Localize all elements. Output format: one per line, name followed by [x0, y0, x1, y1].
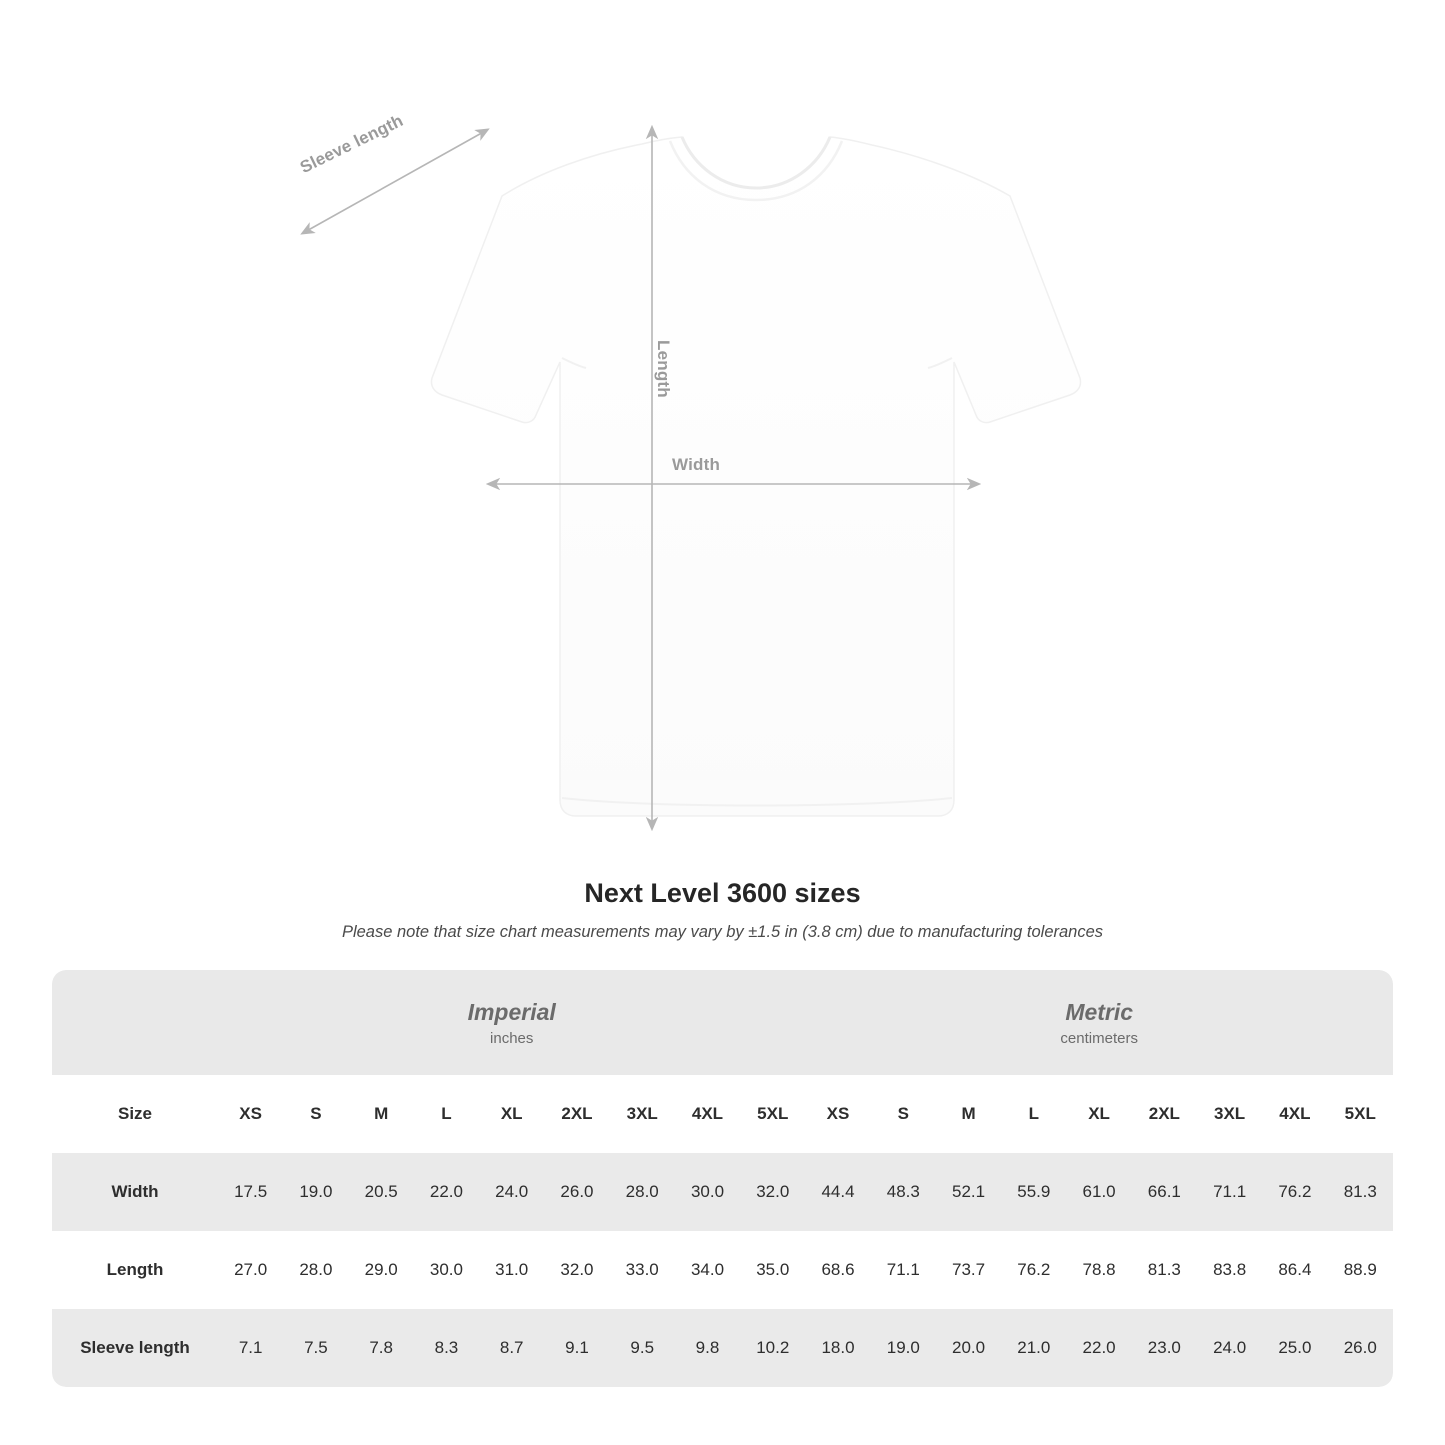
size-header-cell: 5XL [740, 1075, 805, 1153]
cell: 7.5 [283, 1309, 348, 1387]
cell: 19.0 [283, 1153, 348, 1231]
cell: 48.3 [871, 1153, 936, 1231]
table-row [52, 1231, 1393, 1309]
cell: 17.5 [218, 1153, 283, 1231]
cell: 7.8 [349, 1309, 414, 1387]
size-header-cell: XL [1066, 1075, 1131, 1153]
table-row [52, 1309, 1393, 1387]
cell: 25.0 [1262, 1309, 1327, 1387]
imperial-unit: inches [490, 1030, 534, 1048]
size-header-cell: 4XL [1262, 1075, 1327, 1153]
cell: 33.0 [610, 1231, 675, 1309]
cell: 32.0 [740, 1153, 805, 1231]
imperial-name: Imperial [467, 998, 556, 1025]
cell: 28.0 [283, 1231, 348, 1309]
size-header-cell: 2XL [1132, 1075, 1197, 1153]
cell: 22.0 [1066, 1309, 1131, 1387]
system-header-metric [805, 970, 1393, 1075]
cell: 22.0 [414, 1153, 479, 1231]
cell: 83.8 [1197, 1231, 1262, 1309]
size-header-cell: L [1001, 1075, 1066, 1153]
cell: 31.0 [479, 1231, 544, 1309]
size-header-cell: 5XL [1328, 1075, 1393, 1153]
size-header-cell: XL [479, 1075, 544, 1153]
cell: 55.9 [1001, 1153, 1066, 1231]
page-title: Next Level 3600 sizes [584, 878, 861, 908]
size-header-row [52, 1075, 1393, 1153]
cell: 28.0 [610, 1153, 675, 1231]
row-label-width: Width [52, 1153, 218, 1231]
cell: 86.4 [1262, 1231, 1327, 1309]
row-label-sleeve-length: Sleeve length [52, 1309, 218, 1387]
cell: 7.1 [218, 1309, 283, 1387]
cell: 21.0 [1001, 1309, 1066, 1387]
cell: 9.1 [544, 1309, 609, 1387]
cell: 71.1 [871, 1231, 936, 1309]
length-label: Length [654, 340, 673, 398]
cell: 88.9 [1328, 1231, 1393, 1309]
system-header-spacer [52, 970, 218, 1075]
cell: 52.1 [936, 1153, 1001, 1231]
cell: 26.0 [1328, 1309, 1393, 1387]
tolerance-note: Please note that size chart measurements may vary by ±1.5 in (3.8 cm) due to manufacturing tolerances [341, 923, 1104, 941]
cell: 61.0 [1066, 1153, 1131, 1231]
row-label-length: Length [52, 1231, 218, 1309]
system-header-row [52, 970, 1393, 1075]
cell: 24.0 [1197, 1309, 1262, 1387]
metric-name: Metric [1065, 998, 1134, 1025]
cell: 81.3 [1132, 1231, 1197, 1309]
cell: 19.0 [871, 1309, 936, 1387]
cell: 66.1 [1132, 1153, 1197, 1231]
cell: 35.0 [740, 1231, 805, 1309]
system-header-imperial [218, 970, 805, 1075]
size-header-cell: 3XL [1197, 1075, 1262, 1153]
cell: 18.0 [805, 1309, 870, 1387]
cell: 32.0 [544, 1231, 609, 1309]
metric-unit: centimeters [1060, 1030, 1138, 1048]
cell: 71.1 [1197, 1153, 1262, 1231]
cell: 76.2 [1001, 1231, 1066, 1309]
size-header-cell: L [414, 1075, 479, 1153]
size-header-cell: 4XL [675, 1075, 740, 1153]
cell: 20.0 [936, 1309, 1001, 1387]
cell: 24.0 [479, 1153, 544, 1231]
cell: 44.4 [805, 1153, 870, 1231]
size-header-cell: 3XL [610, 1075, 675, 1153]
width-label: Width [672, 455, 721, 474]
cell: 23.0 [1132, 1309, 1197, 1387]
cell: 8.7 [479, 1309, 544, 1387]
cell: 76.2 [1262, 1153, 1327, 1231]
cell: 9.5 [610, 1309, 675, 1387]
cell: 9.8 [675, 1309, 740, 1387]
size-header-cell: S [871, 1075, 936, 1153]
cell: 30.0 [414, 1231, 479, 1309]
size-table-wrap [52, 970, 1393, 1387]
size-table [52, 970, 1393, 1387]
size-header-cell: M [349, 1075, 414, 1153]
cell: 20.5 [349, 1153, 414, 1231]
cell: 29.0 [349, 1231, 414, 1309]
cell: 34.0 [675, 1231, 740, 1309]
cell: 78.8 [1066, 1231, 1131, 1309]
cell: 8.3 [414, 1309, 479, 1387]
title-block [0, 878, 1445, 942]
size-header-cell: XS [805, 1075, 870, 1153]
cell: 73.7 [936, 1231, 1001, 1309]
size-header-cell: M [936, 1075, 1001, 1153]
table-row [52, 1153, 1393, 1231]
sleeve-length-label: Sleeve length [297, 110, 407, 178]
cell: 30.0 [675, 1153, 740, 1231]
size-header-cell: S [283, 1075, 348, 1153]
cell: 68.6 [805, 1231, 870, 1309]
size-header-cell: 2XL [544, 1075, 609, 1153]
cell: 10.2 [740, 1309, 805, 1387]
cell: 81.3 [1328, 1153, 1393, 1231]
cell: 27.0 [218, 1231, 283, 1309]
cell: 26.0 [544, 1153, 609, 1231]
size-header-cell: XS [218, 1075, 283, 1153]
size-header-label: Size [52, 1075, 218, 1153]
